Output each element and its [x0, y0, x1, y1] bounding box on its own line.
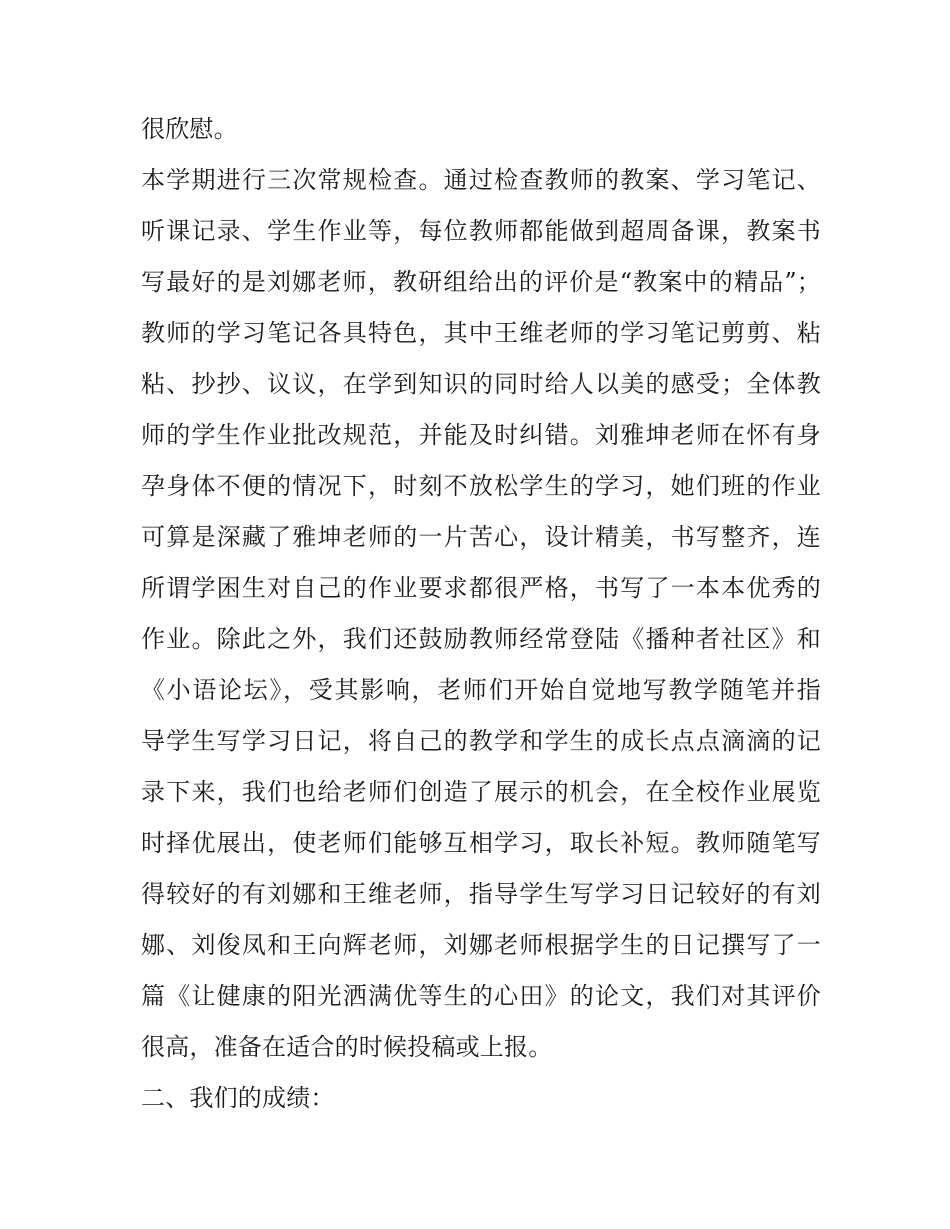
text-line-5: 教师的学习笔记各具特色，其中王维老师的学习笔记剪剪、粘: [141, 319, 821, 347]
text-line-13: 导学生写学习日记，将自己的教学和学生的成长点点滴滴的记: [141, 727, 821, 755]
text-line-4: 写最好的是刘娜老师，教研组给出的评价是“教案中的精品”；: [141, 268, 821, 296]
text-line-7: 师的学生作业批改规范，并能及时纠错。刘雅坤老师在怀有身: [141, 421, 821, 449]
text-line-1: 很欣慰。: [141, 115, 238, 143]
text-line-8: 孕身体不便的情况下，时刻不放松学生的学习，她们班的作业: [141, 472, 821, 500]
text-line-3: 听课记录、学生作业等，每位教师都能做到超周备课，教案书: [141, 217, 821, 245]
text-line-2: 本学期进行三次常规检查。通过检查教师的教案、学习笔记、: [141, 166, 821, 194]
text-line-17: 娜、刘俊凤和王向辉老师，刘娜老师根据学生的日记撰写了一: [141, 931, 821, 959]
text-line-9: 可算是深藏了雅坤老师的一片苦心，设计精美，书写整齐，连: [141, 523, 821, 551]
text-line-11: 作业。除此之外，我们还鼓励教师经常登陆《播种者社区》和: [141, 625, 821, 653]
text-line-12: 《小语论坛》，受其影响，老师们开始自觉地写教学随笔并指: [141, 676, 821, 704]
section-heading: 二、我们的成绩：: [141, 1084, 335, 1112]
text-line-14: 录下来，我们也给老师们创造了展示的机会，在全校作业展览: [141, 778, 821, 806]
text-line-10: 所谓学困生对自己的作业要求都很严格，书写了一本本优秀的: [141, 574, 821, 602]
text-line-15: 时择优展出，使老师们能够互相学习，取长补短。教师随笔写: [141, 829, 821, 857]
text-line-6: 粘、抄抄、议议，在学到知识的同时给人以美的感受；全体教: [141, 370, 821, 398]
text-line-19: 很高，准备在适合的时候投稿或上报。: [141, 1033, 553, 1061]
text-line-16: 得较好的有刘娜和王维老师，指导学生写学习日记较好的有刘: [141, 880, 821, 908]
text-line-18: 篇《让健康的阳光洒满优等生的心田》的论文，我们对其评价: [141, 982, 821, 1010]
